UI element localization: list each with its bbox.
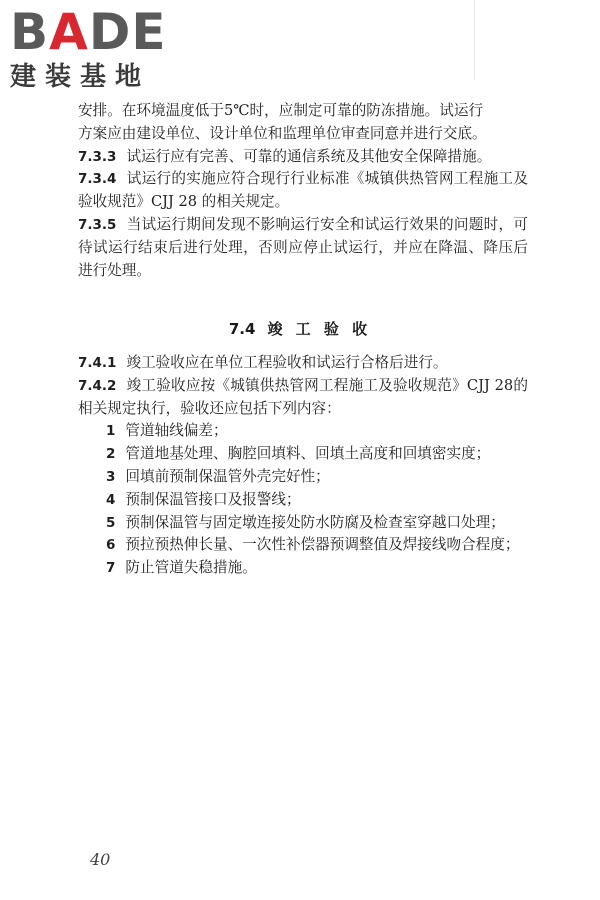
clause-number: 7.3.5 [78,216,117,233]
clause-number: 7.3.4 [78,171,117,188]
section-number: 7.4 [228,320,256,338]
list-item [78,466,528,489]
list-item-text: 管道轴线偏差； [125,422,228,440]
list-item-text: 预制保温管接口及报警线； [125,490,301,508]
clause-7-4-2 [78,375,528,421]
list-item-text: 回填前预制保温管外壳完好性； [125,467,330,485]
section-heading-7-4 [0,318,600,339]
page-number: 40 [90,850,111,869]
logo-wordmark [10,3,167,61]
text-block-top [78,100,528,282]
clause-7-3-4 [78,168,528,214]
clause-number: 7.3.3 [78,148,117,165]
list-item [78,557,528,580]
logo-subtitle: 建装基地 [10,62,151,92]
clause-7-3-3 [78,146,528,169]
list-item [78,512,528,535]
clause-7-3-5 [78,214,528,282]
clause-7-4-1 [78,352,528,375]
clause-number: 7.4.2 [78,377,117,394]
clause-text: 试运行的实施应符合现行行业标准《城镇供热管网工程施工及验收规范》CJJ 28 的相关规定。 [78,170,528,211]
list-item-text: 预制保温管与固定墩连接处防水防腐及检查室穿越口处理； [125,513,505,531]
list-item-number: 1 [106,423,116,440]
list-item [78,443,528,466]
list-item-number: 4 [106,491,116,508]
clause-number: 7.4.1 [78,355,117,371]
clause-text: 当试运行期间发现不影响运行安全和试运行效果的问题时，可待试运行结束后进行处理，否则应停止试运行，并应在降温、降压后进行处理。 [78,215,528,279]
list-item-number: 3 [106,468,116,485]
list-item-text: 防止管道失稳措施。 [125,559,257,577]
clause-text: 竣工验收应在单位工程验收和试运行合格后进行。 [126,354,448,371]
list-item-text: 预拉预热伸长量、一次性补偿器预调整值及焊接线吻合程度； [125,536,520,554]
logo-letter-a: A [49,3,89,61]
scan-edge-mark [474,0,475,80]
list-item-text: 管道地基处理、胸腔回填料、回填土高度和回填密实度； [125,445,491,463]
paragraph-continuation-line1: 安排。在环境温度低于5℃时，应制定可靠的防冻措施。试运行 [78,102,484,119]
list-item-number: 2 [106,446,116,463]
paragraph-continuation-line2: 方案应由建设单位、设计单位和监理单位审查同意并进行交底。 [78,124,487,142]
text-block-bottom [78,352,528,580]
logo-letter-b: B [10,3,50,61]
list-item [78,420,528,443]
clause-text: 竣工验收应按《城镇供热管网工程施工及验收规范》CJJ 28的相关规定执行，验收还应包括下列内容： [78,376,528,417]
logo-letters-de: DE [88,3,167,61]
bade-logo [4,4,179,94]
section-title: 竣 工 验 收 [267,320,372,338]
list-item-number: 7 [106,560,116,577]
list-item [78,489,528,512]
clause-text: 试运行应有完善、可靠的通信系统及其他安全保障措施。 [126,147,492,165]
list-item-number: 6 [106,537,116,554]
list-item-number: 5 [106,514,116,531]
list-item [78,534,528,557]
